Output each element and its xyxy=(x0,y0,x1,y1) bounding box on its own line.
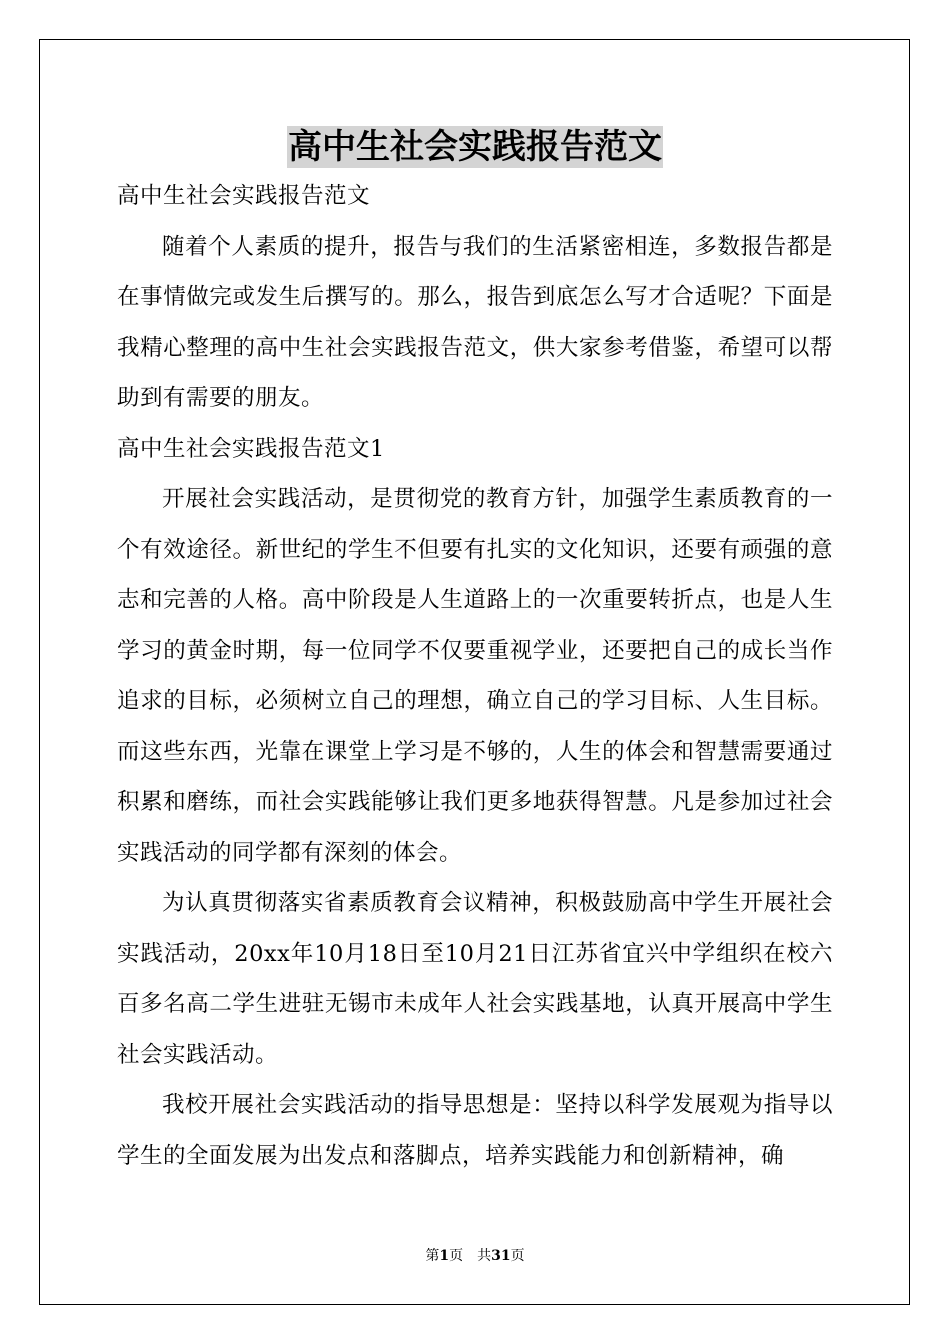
footer-prefix: 第 xyxy=(425,1248,440,1264)
total-pages: 31 xyxy=(491,1248,511,1264)
body-paragraph[interactable]: 我校开展社会实践活动的指导思想是：坚持以科学发展观为指导以学生的全面发展为出发点和落脚点，培养实践能力和创新精神，确 xyxy=(117,1092,833,1169)
footer-suffix: 页 xyxy=(510,1248,525,1264)
document-body xyxy=(117,171,833,1181)
section-heading[interactable]: 高中生社会实践报告范文1 xyxy=(117,435,385,462)
document-subtitle[interactable]: 高中生社会实践报告范文 xyxy=(117,183,371,209)
intro-paragraph[interactable]: 随着个人素质的提升，报告与我们的生活紧密相连，多数报告都是在事情做完或发生后撰写的。那么，报告到底怎么写才合适呢？下面是我精心整理的高中生社会实践报告范文，供大家参考借鉴，希望可以帮助到有需要的朋友。 xyxy=(117,233,833,411)
body-paragraph[interactable]: 为认真贯彻落实省素质教育会议精神，积极鼓励高中学生开展社会实践活动，20xx年10月18日至10月21日江苏省宜兴中学组织在校六百多名高二学生进驻无锡市未成年人社会实践基地，认真开展高中学生社会实践活动。 xyxy=(117,890,833,1068)
footer-mid: 页 共 xyxy=(449,1248,492,1264)
page-number: 1 xyxy=(439,1248,450,1264)
page-footer xyxy=(0,1245,950,1265)
body-paragraph[interactable]: 开展社会实践活动，是贯彻党的教育方针，加强学生素质教育的一个有效途径。新世纪的学生不但要有扎实的文化知识，还要有顽强的意志和完善的人格。高中阶段是人生道路上的一次重要转折点，也是人生学习的黄金时期，每一位同学不仅要重视学业，还要把自己的成长当作追求的目标，必须树立自己的理想，确立自己的学习目标、人生目标。而这些东西，光靠在课堂上学习是不够的，人生的体会和智慧需要通过积累和磨练，而社会实践能够让我们更多地获得智慧。凡是参加过社会实践活动的同学都有深刻的体会。 xyxy=(117,486,833,866)
title-container xyxy=(0,126,950,168)
document-title[interactable]: 高中生社会实践报告范文 xyxy=(288,127,662,167)
